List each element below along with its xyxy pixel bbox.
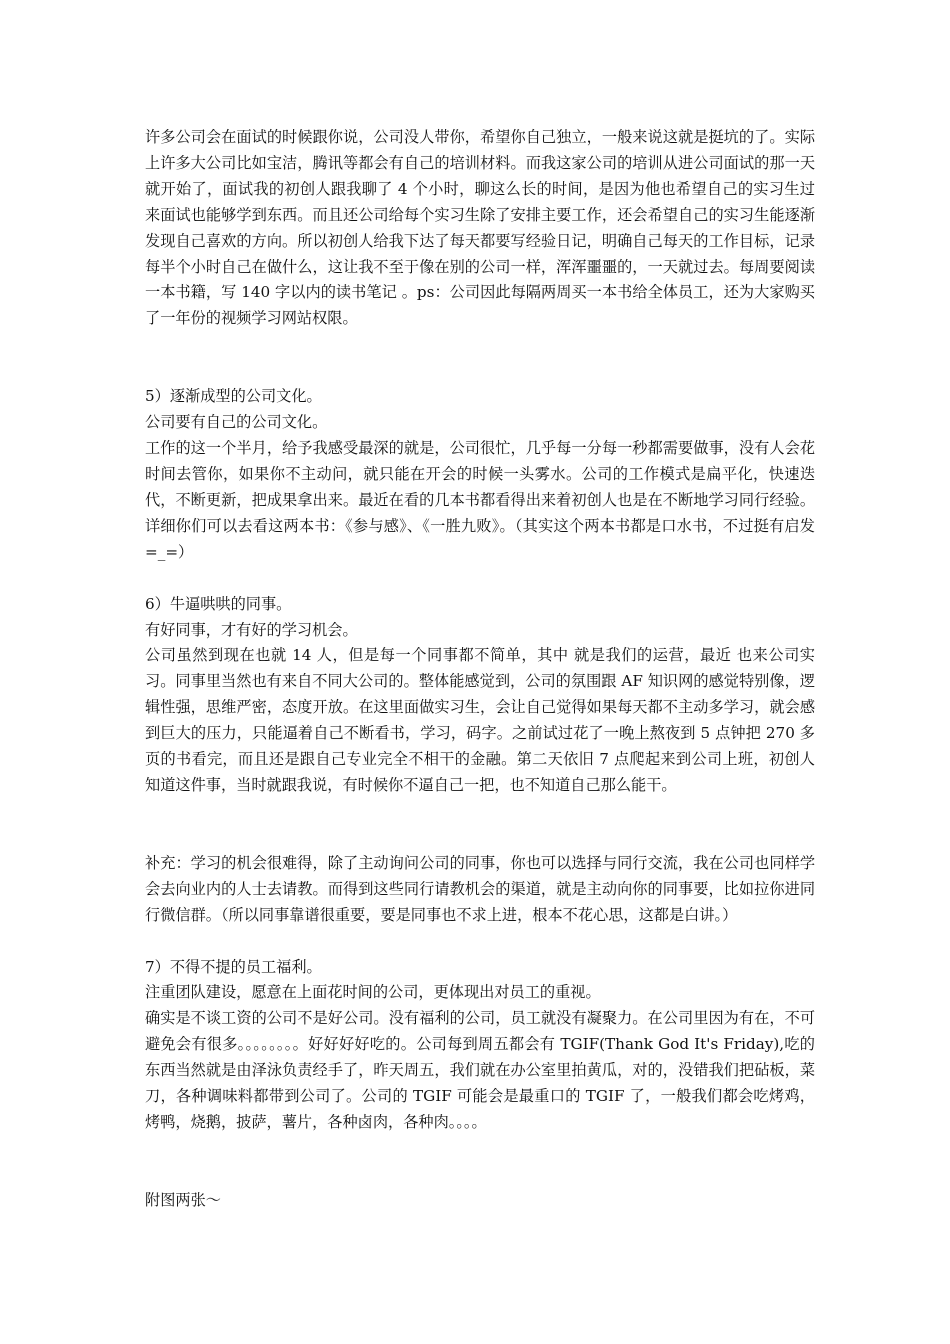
intro-paragraph: 许多公司会在面试的时候跟你说，公司没人带你，希望你自己独立，一般来说这就是挺坑的了。实际上许多大公司比如宝洁，腾讯等都会有自己的培训材料。而我这家公司的培训从进公司面试的那一天就开始了，面试我的初创人跟我聊了 4 个小时，聊这么长的时间，是因为他也希望自己的实习生过来面试也能够学到东西。而且还公司给每个实习生除了安排主要工作，还会希望自己的实习生能逐渐发现自己喜欢的方向。所以初创人给我下达了每天都要写经验日记，明确自己每天的工作目标，记录每半个小时自己在做什么，这让我不至于像在别的公司一样，浑浑噩噩的，一天就过去。每周要阅读一本书籍，写 140 字以内的读书笔记 。ps：公司因此每隔两周买一本书给全体员工，还为大家购买了一年份的视频学习网站权限。 — [145, 128, 815, 328]
section-6-subtitle: 有好同事，才有好的学习机会。 — [145, 620, 358, 639]
section-5-body: 工作的这一个半月，给予我感受最深的就是，公司很忙，几乎每一分每一秒都需要做事，没有人会花时间去管你，如果你不主动问，就只能在开会的时候一头雾水。公司的工作模式是扁平化，快速迭代，不断更新，把成果拿出来。最近在看的几本书都看得出来着初创人也是在不断地学习同行经验。详细你们可以去看这两本书：《参与感》、《一胜九败》。（其实这个两本书都是口水书，不过挺有启发=_=） — [145, 439, 815, 561]
spacer — [145, 566, 815, 592]
spacer — [145, 1136, 815, 1188]
spacer — [145, 929, 815, 955]
section-7-body: 确实是不谈工资的公司不是好公司。没有福利的公司，员工就没有凝聚力。在公司里因为有在，不可避免会有很多。。。。。。。。好好好好吃的。公司每到周五都会有 TGIF(Thank God It's Friday),吃的东西当然就是由泽泳负责经手了，昨天周五，我们就在办公室里拍黄瓜，对的，没错我们把砧板，菜刀，各种调味料都带到公司了。公司的 TGIF 可能会是最重口的 TGIF 了，一般我们都会吃烤鸡，烤鸭，烧鹅，披萨，薯片，各种卤肉，各种肉。。。。 — [145, 1009, 815, 1131]
section-6-title: 6）牛逼哄哄的同事。 — [145, 594, 292, 613]
section-5-subtitle: 公司要有自己的公司文化。 — [145, 413, 328, 432]
spacer — [145, 332, 815, 384]
section-5-title: 5）逐渐成型的公司文化。 — [145, 387, 322, 406]
spacer — [145, 799, 815, 851]
section-7-title: 7）不得不提的员工福利。 — [145, 957, 322, 976]
supplement-paragraph: 补充：学习的机会很难得，除了主动询问公司的同事，你也可以选择与同行交流，我在公司也同样学会去向业内的人士去请教。而得到这些同行请教机会的渠道，就是主动向你的同事要，比如拉你进同行微信群。（所以同事靠谱很重要，要是同事也不求上进，根本不花心思，这都是白讲。） — [145, 853, 815, 924]
section-7-subtitle: 注重团队建设，愿意在上面花时间的公司，更体现出对员工的重视。 — [145, 983, 601, 1002]
document-page — [145, 125, 815, 1214]
section-6-body: 公司虽然到现在也就 14 人，但是每一个同事都不简单，其中 就是我们的运营，最近 也来公司实习。同事里当然也有来自不同大公司的。整体能感觉到，公司的氛围跟 AF 知识网的感觉特别像，逻辑性强，思维严密，态度开放。在这里面做实习生，会让自己觉得如果每天都不主动多学习，就会感到巨大的压力，只能逼着自己不断看书，学习，码字。之前试过花了一晚上熬夜到 5 点钟把 270 多页的书看完，而且还是跟自己专业完全不相干的金融。第二天依旧 7 点爬起来到公司上班，初创人知道这件事，当时就跟我说，有时候你不逼自己一把，也不知道自己那么能干。 — [145, 646, 815, 794]
closing-line: 附图两张～ — [145, 1190, 221, 1209]
